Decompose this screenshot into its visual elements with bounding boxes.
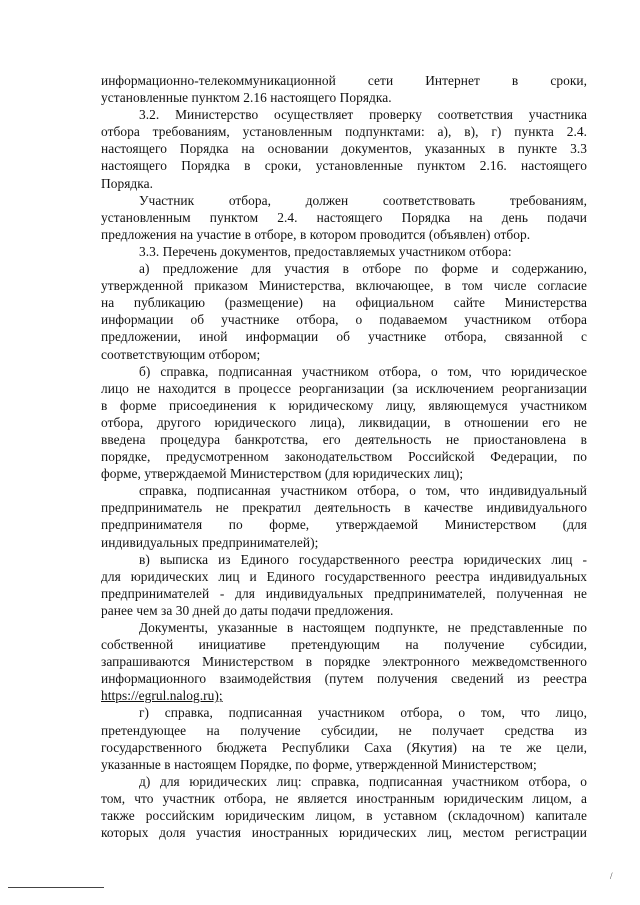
corner-mark: / xyxy=(610,871,613,881)
text-line: Порядка. xyxy=(101,175,154,191)
text-line: лицо не находится в процессе реорганизации (за исключением реорганизации xyxy=(101,380,587,396)
text-line: соответствующим отбором; xyxy=(101,346,261,362)
text-line: 3.3. Перечень документов, предоставляемых участником отбора: xyxy=(139,243,512,259)
text-line: отбора, другого юридического лица), ликвидации, в отношении его не xyxy=(101,414,587,430)
text-line: Документы, указанные в настоящем подпункте, не представленные по xyxy=(139,620,587,635)
text-line: ранее чем за 30 дней до даты подачи предложения. xyxy=(101,602,394,618)
text-line: информации об участнике отбора, о подаваемом участником отбора xyxy=(101,312,587,328)
text-line: собственной инициативе претендующим на получение субсидии, xyxy=(101,637,587,653)
text-line: порядке, предусмотренном законодательством Российской Федерации, по xyxy=(101,449,587,465)
text-line: в) выписка из Единого государственного реестра юридических лиц - xyxy=(139,551,587,567)
text-line: претендующее на получение субсидии, не получает средства из xyxy=(101,722,587,738)
text-line: д) для юридических лиц: справка, подписанная участником отбора, о xyxy=(139,773,587,789)
text-line: введена процедура банкротства, его деятельность не приостановлена в xyxy=(101,431,587,447)
text-line: предпринимателей - для индивидуальных предпринимателей, полученная не xyxy=(101,585,587,601)
document-page xyxy=(101,72,587,841)
text-line: индивидуальных предпринимателей); xyxy=(101,534,319,550)
text-line: указанные в настоящем Порядке, по форме, утвержденной Министерством; xyxy=(101,756,537,772)
text-line: предложении, иной информации об участнике отбора, связанной с xyxy=(101,329,587,345)
text-line: государственного бюджета Республики Саха (Якутия) на те же цели, xyxy=(101,739,587,755)
text-line: а) предложение для участия в отборе по форме и содержанию, xyxy=(139,261,587,277)
text-line: установленным пунктом 2.4. настоящего Порядка на день подачи xyxy=(101,209,587,225)
text-line: предпринимателя по форме, утверждаемой Министерством (для xyxy=(101,517,587,533)
text-line: для юридических лиц и Единого государственного реестра индивидуальных xyxy=(101,568,587,584)
text-line: 3.2. Министерство осуществляет проверку соответствия участника xyxy=(139,107,587,123)
text-line: отбора требованиям, установленным подпунктами: а), в), г) пункта 2.4. xyxy=(101,124,587,140)
egrul-link[interactable]: https://egrul.nalog.ru); xyxy=(101,688,223,704)
text-line: том, что участник отбора, не является иностранным юридическим лицом, а xyxy=(101,790,587,806)
text-line: которых доля участия иностранных юридических лиц, местом регистрации xyxy=(101,825,587,841)
text-line: Участник отбора, должен соответствовать требованиям, xyxy=(139,192,587,208)
text-line: в форме присоединения к юридическому лицу, являющемуся участником xyxy=(101,397,587,413)
text-line xyxy=(101,687,587,704)
text-line: на публикацию (размещение) на официальном сайте Министерства xyxy=(101,295,587,311)
text-line: б) справка, подписанная участником отбора, о том, что юридическое xyxy=(139,363,587,379)
text-line: г) справка, подписанная участником отбора, о том, что лицо, xyxy=(139,705,587,721)
text-line: справка, подписанная участником отбора, о том, что индивидуальный xyxy=(139,483,587,499)
text-line: установленные пунктом 2.16 настоящего Порядка. xyxy=(101,90,392,106)
footnote-divider xyxy=(8,887,104,888)
text-line: также российским юридическим лицом, в уставном (складочном) капитале xyxy=(101,808,587,824)
text-line: утвержденной приказом Министерства, включающее, в том числе согласие xyxy=(101,278,587,294)
text-line: форме, утверждаемой Министерством (для юридических лиц); xyxy=(101,466,464,482)
text-line: информационного взаимодействия (путем получения сведений из реестра xyxy=(101,671,587,687)
text-line: предложения на участие в отборе, в котором проводится (объявлен) отбор. xyxy=(101,226,531,242)
text-line: предприниматель не прекратил деятельность в качестве индивидуального xyxy=(101,500,587,516)
text-line: настоящего Порядка на основании документов, указанных в пункте 3.3 xyxy=(101,141,587,157)
text-line: запрашиваются Министерством в порядке электронного межведомственного xyxy=(101,654,587,670)
text-line: настоящего Порядка в сроки, установленные пунктом 2.16. настоящего xyxy=(101,158,587,174)
text-line: информационно-телекоммуникационной сети Интернет в сроки, xyxy=(101,73,587,88)
